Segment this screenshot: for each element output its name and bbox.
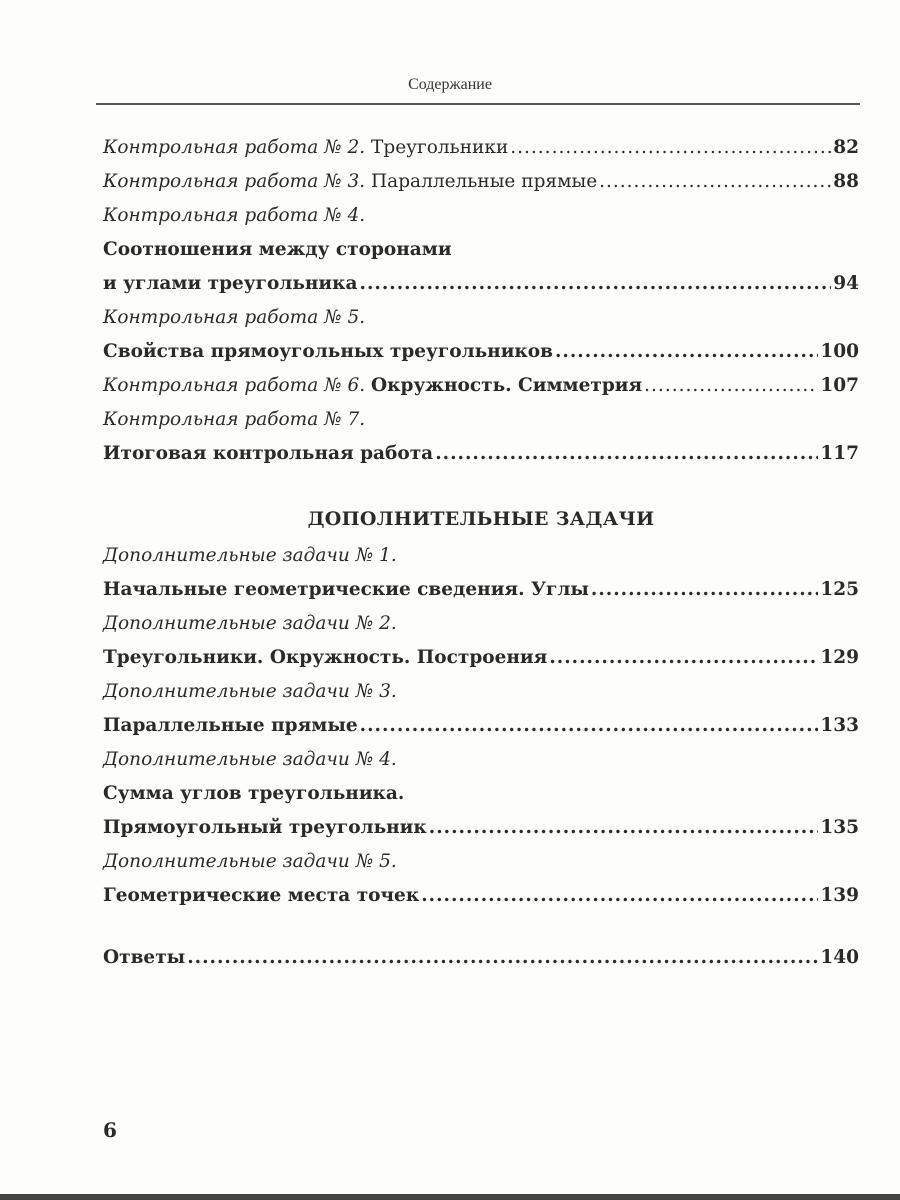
- entry-title: Сумма углов треугольника.: [103, 783, 405, 804]
- entry-title: Параллельные прямые: [103, 715, 358, 736]
- entry-label: Дополнительные задачи № 3.: [103, 681, 397, 702]
- page-edge: [0, 1194, 900, 1200]
- entry-page: 133: [820, 715, 859, 736]
- entry-title: Итоговая контрольная работа: [103, 443, 434, 464]
- entry-page: 94: [833, 273, 859, 294]
- entry-page: 100: [820, 341, 859, 362]
- entry-title: Окружность. Симметрия: [371, 375, 643, 396]
- entry-title: Свойства прямоугольных треугольников: [103, 341, 553, 362]
- entry-label: Контрольная работа № 3.: [103, 171, 366, 192]
- entry-page: 117: [820, 443, 859, 464]
- toc-entry[interactable]: [103, 335, 859, 369]
- dot-leader: [510, 131, 831, 165]
- entry-label: Дополнительные задачи № 5.: [103, 851, 397, 872]
- dot-leader: [421, 879, 818, 913]
- dot-leader: [549, 641, 818, 675]
- toc-entry-label[interactable]: [103, 539, 859, 573]
- entry-title: Параллельные прямые: [371, 171, 598, 192]
- entry-title: Прямоугольный треугольник: [103, 817, 427, 838]
- dot-leader: [429, 811, 819, 845]
- header-rule: [96, 103, 860, 105]
- entry-label: Контрольная работа № 7.: [103, 409, 366, 430]
- dot-leader: [644, 369, 818, 403]
- entry-label: Дополнительные задачи № 1.: [103, 545, 397, 566]
- toc-entry[interactable]: [103, 811, 859, 845]
- toc-entry-label[interactable]: [103, 301, 859, 335]
- entry-label: Контрольная работа № 4.: [103, 205, 366, 226]
- entry-label: Дополнительные задачи № 2.: [103, 613, 397, 634]
- toc-entry[interactable]: [103, 165, 859, 199]
- toc-entry[interactable]: [103, 879, 859, 913]
- dot-leader: [187, 941, 818, 975]
- toc-list: [103, 131, 859, 975]
- toc-entry-label[interactable]: [103, 675, 859, 709]
- toc-entry[interactable]: [103, 641, 859, 675]
- dot-leader: [360, 267, 832, 301]
- dot-leader: [599, 165, 831, 199]
- dot-leader: [591, 573, 818, 607]
- entry-title: Треугольники: [371, 137, 509, 158]
- toc-entry[interactable]: [103, 437, 859, 471]
- entry-page: 129: [820, 647, 859, 668]
- section-heading: ДОПОЛНИТЕЛЬНЫЕ ЗАДАЧИ: [307, 508, 655, 530]
- entry-label: Контрольная работа № 2.: [103, 137, 366, 158]
- page-number: 6: [103, 1118, 117, 1142]
- entry-page: 82: [833, 137, 859, 158]
- toc-entry-label[interactable]: [103, 845, 859, 879]
- toc-entry[interactable]: [103, 131, 859, 165]
- entry-page: 135: [820, 817, 859, 838]
- toc-entry-label[interactable]: [103, 743, 859, 777]
- toc-entry[interactable]: [103, 573, 859, 607]
- dot-leader: [435, 437, 818, 471]
- entry-page: 139: [820, 885, 859, 906]
- entry-title: Начальные геометрические сведения. Углы: [103, 579, 589, 600]
- entry-page: 140: [820, 947, 859, 968]
- entry-page: 107: [820, 375, 859, 396]
- toc-entry[interactable]: [103, 369, 859, 403]
- entry-label: Контрольная работа № 5.: [103, 307, 366, 328]
- toc-entry-title-line[interactable]: [103, 233, 859, 267]
- entry-title: и углами треугольника: [103, 273, 358, 294]
- dot-leader: [360, 709, 819, 743]
- toc-entry[interactable]: [103, 709, 859, 743]
- entry-label: Дополнительные задачи № 4.: [103, 749, 397, 770]
- toc-entry-label[interactable]: [103, 403, 859, 437]
- toc-entry-label[interactable]: [103, 199, 859, 233]
- entry-title: Ответы: [103, 947, 186, 968]
- entry-title: Соотношения между сторонами: [103, 239, 452, 260]
- entry-page: 125: [820, 579, 859, 600]
- running-header: Содержание: [408, 76, 492, 93]
- toc-entry-title-line[interactable]: [103, 777, 859, 811]
- dot-leader: [555, 335, 818, 369]
- entry-title: Треугольники. Окружность. Построения: [103, 647, 548, 668]
- toc-entry-answers[interactable]: [103, 941, 859, 975]
- toc-entry[interactable]: [103, 267, 859, 301]
- entry-label: Контрольная работа № 6.: [103, 375, 366, 396]
- entry-page: 88: [833, 171, 859, 192]
- toc-entry-label[interactable]: [103, 607, 859, 641]
- entry-title: Геометрические места точек: [103, 885, 420, 906]
